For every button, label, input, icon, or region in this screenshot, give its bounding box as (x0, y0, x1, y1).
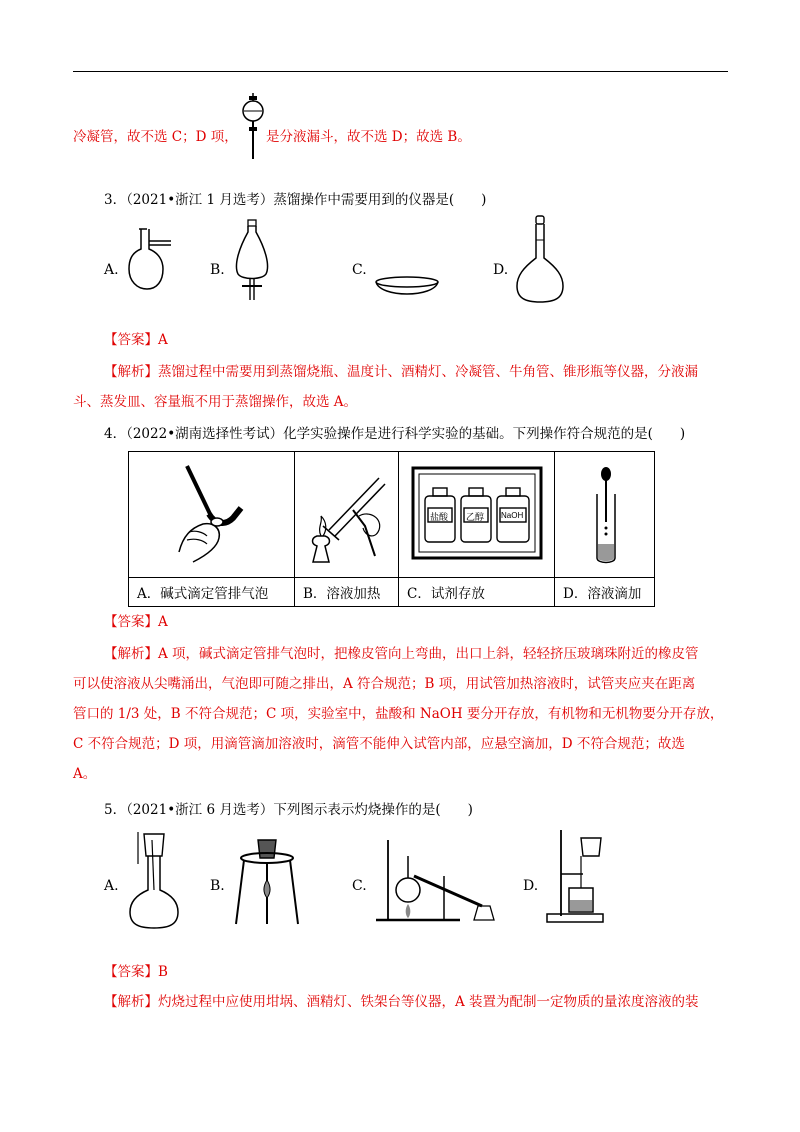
q4-stem: 4．（2022•湖南选择性考试）化学实验操作是进行科学实验的基础。下列操作符合规范的是( ) (104, 426, 686, 442)
evaporating-dish-icon (374, 274, 440, 304)
crucible-heating-icon (232, 832, 302, 926)
dropper-test-tube-icon (591, 466, 621, 566)
q4-options-table (128, 451, 655, 607)
burette-bubble-icon (169, 466, 259, 566)
q3-option-b-label: B. (210, 262, 225, 278)
q4-figure-b (295, 452, 399, 578)
volumetric-flask-icon (515, 214, 565, 304)
q4-answer-value: A (158, 614, 168, 630)
q4-analysis-line-5: A。 (73, 766, 97, 782)
q4-option-b: B．溶液加热 (295, 578, 399, 607)
separatory-funnel-figure (240, 93, 266, 163)
heating-test-tube-icon (303, 466, 393, 566)
q4-analysis-line-3: 管口的 1/3 处，B 不符合规范；C 项，实验室中，盐酸和 NaOH 要分开存放，有机物和无机物要分开存放， (73, 706, 724, 722)
q3-analysis-line-2: 斗、蒸发皿、容量瓶不用于蒸馏操作，故选 A。 (73, 394, 358, 410)
q4-option-c: C．试剂存放 (399, 578, 555, 607)
q5-option-b-label: B. (210, 878, 225, 894)
q3-option-a-label: A. (104, 262, 119, 278)
q4-figure-d (555, 452, 655, 578)
q3-option-c-label: C. (352, 262, 367, 278)
q4-analysis-line-2: 可以使溶液从尖嘴涌出，气泡即可随之排出，A 符合规范；B 项，用试管加热溶液时，试管夹应夹在距离 (73, 676, 696, 692)
q3-answer-value: A (158, 332, 168, 348)
volumetric-transfer-icon (124, 830, 184, 930)
q4-option-a: A．碱式滴定管排气泡 (129, 578, 295, 607)
q5-analysis-text-1: 灼烧过程中应使用坩埚、酒精灯、铁架台等仪器，A 装置为配制一定物质的量浓度溶液的装 (158, 994, 699, 1010)
bottle-label-ethanol: 乙醇 (466, 513, 485, 523)
q5-answer (104, 962, 168, 982)
q4-analysis-text-1: A 项，碱式滴定管排气泡时，把橡皮管向上弯曲，出口上斜，轻轻挤压玻璃珠附近的橡皮管 (158, 646, 699, 662)
distillation-flask-icon (127, 227, 177, 292)
q3-answer-tag: 【答案】 (104, 332, 158, 348)
q5-analysis-tag: 【解析】 (104, 994, 158, 1010)
q4-figure-c (399, 452, 555, 578)
q4-analysis-line-1 (104, 644, 699, 664)
q4-analysis-tag: 【解析】 (104, 646, 158, 662)
q4-analysis-line-4: C 不符合规范；D 项，用滴管滴加溶液时，滴管不能伸入试管内部，应悬空滴加，D 不符合规范；故选 (73, 736, 685, 752)
q5-answer-tag: 【答案】 (104, 964, 158, 980)
q3-answer (104, 330, 168, 350)
distillation-apparatus-icon (374, 836, 504, 926)
bottle-label-naoh: NaOH (501, 511, 524, 520)
q3-analysis-line-1 (104, 362, 698, 382)
q4-figure-a (129, 452, 295, 578)
q4-option-d: D．溶液滴加 (555, 578, 655, 607)
q5-analysis-line-1 (104, 992, 699, 1012)
q3-analysis-tag: 【解析】 (104, 364, 158, 380)
q4-answer-tag: 【答案】 (104, 614, 158, 630)
q3-stem: 3．（2021•浙江 1 月选考）蒸馏操作中需要用到的仪器是( ) (104, 192, 487, 208)
q3-analysis-text-1: 蒸馏过程中需要用到蒸馏烧瓶、温度计、酒精灯、冷凝管、牛角管、锥形瓶等仪器，分液漏 (158, 364, 698, 380)
separatory-funnel-icon (232, 218, 272, 304)
filtration-stand-icon (543, 826, 613, 926)
q5-option-a-label: A. (104, 878, 119, 894)
prev-answer-text-2: 是分液漏斗，故不选 D；故选 B。 (266, 129, 471, 145)
q5-option-c-label: C. (352, 878, 367, 894)
prev-answer-text-1: 冷凝管，故不选 C；D 项， (73, 129, 238, 145)
bottle-label-hcl: 盐酸 (430, 513, 449, 523)
q3-option-d-label: D. (493, 262, 509, 278)
q5-option-d-label: D. (523, 878, 539, 894)
header-rule (73, 71, 728, 72)
q5-stem: 5．（2021•浙江 6 月选考）下列图示表示灼烧操作的是( ) (104, 802, 473, 818)
q4-answer (104, 612, 168, 632)
q5-answer-value: B (158, 964, 168, 980)
